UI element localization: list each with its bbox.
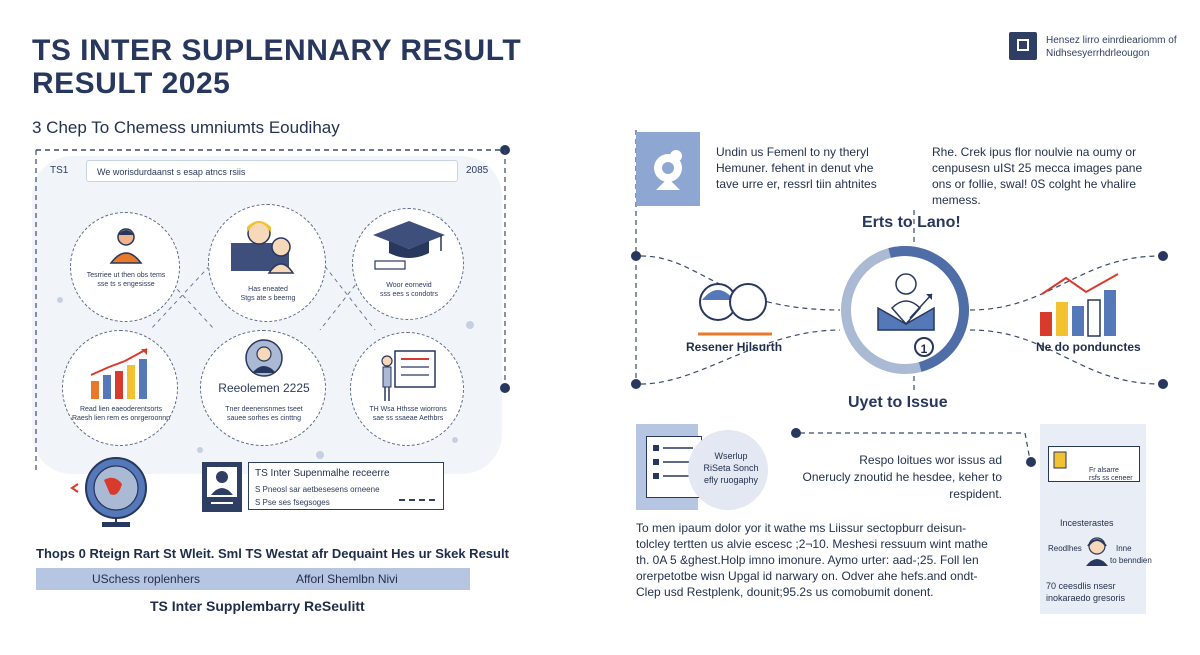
- circle-3-line2: sss ees s condotrs: [380, 291, 438, 298]
- circle-4-line1: Read lien eaeoderentsorts: [79, 406, 163, 413]
- side-heading: Incesterastes: [1060, 518, 1114, 528]
- profile-avatar-card: [202, 462, 242, 512]
- band-right-label: Afforl Shemlbn Nivi: [296, 572, 398, 586]
- step-circle-parents: [208, 204, 326, 322]
- page-title-line2: RESULT 2025: [32, 67, 231, 100]
- heading-mid: Uyet to Issue: [848, 394, 948, 411]
- side-line2: Inne: [1116, 544, 1132, 553]
- location-pin-icon: [636, 132, 700, 206]
- result-card-line1: S Pneosl sar aetbesesens orneene: [255, 485, 380, 494]
- side-card: [1048, 446, 1140, 482]
- step-circle-student: [70, 212, 180, 322]
- step-circle-presentation: [350, 332, 464, 446]
- circle-5-line1: Tner deenensnmes tseet: [225, 406, 303, 413]
- step-circle-graduation: [352, 208, 464, 320]
- support-agent-icon: [1082, 534, 1112, 568]
- circle-5-text: [209, 405, 319, 423]
- card-circle-line1: Wserlup: [714, 451, 748, 461]
- side-foot-line1: 70 ceesdlis nsesr: [1046, 581, 1116, 591]
- circle-6-line2: sae ss ssaeae Aethbrs: [372, 415, 444, 422]
- search-right-label: 2085: [466, 165, 489, 176]
- graduate-icon: [870, 268, 942, 338]
- side-foot-line2: inokaraedo gresoris: [1046, 593, 1126, 603]
- side-card-line1: Fr alsarre: [1089, 467, 1119, 474]
- search-bar[interactable]: We worisdurdaanst s esap atncs rsiis: [86, 160, 458, 182]
- parents-icon: [229, 213, 307, 275]
- card-circle-line3: efly ruogaphy: [703, 475, 759, 485]
- location-card: [636, 132, 700, 206]
- circle-3-text: [354, 281, 464, 299]
- heading-top: Erts to Lano!: [862, 214, 961, 231]
- circle-6-line1: TH Wsa Hthsse wiorrons: [369, 406, 447, 413]
- result-card-title: TS Inter Supenmalhe receerre: [255, 468, 390, 479]
- intro-left-text: Undin us Femenl to ny theryl Hemuner. fehent in denut vhe tave urre er, ressrl tiin ahtnites: [716, 145, 877, 191]
- profile-icon: [203, 463, 241, 509]
- step-circle-growth: [62, 330, 178, 446]
- people-icon: [692, 280, 776, 336]
- bottom-title: TS Inter Supplembarry ReSeulitt: [150, 598, 365, 614]
- result-card-line2: S Pse ses fsegsoges: [255, 498, 330, 507]
- result-info-card: [248, 462, 444, 510]
- circle-5-title: Reeolemen 2225: [218, 381, 310, 395]
- bar-chart-icon: [1036, 270, 1130, 338]
- logo-text-line2: Nidhsesyerrhdrleougon: [1046, 48, 1150, 59]
- side-foot: [1046, 580, 1125, 604]
- side-line1: Reodlhes: [1048, 544, 1082, 553]
- node-left-label: Resener Hilsurth: [686, 340, 783, 354]
- graduation-cap-icon: [371, 217, 447, 273]
- body-text: To men ipaum dolor yor it wathe ms Liissur sectopburr deisun- tolcley tertten us alvie escesc ;2¬10. Meshesi ressuum wint mathe th. 0A 5 &ghest.Holp imno imonure. Aymo urter: aad-;25. Foll len orerpetotbe wisn Upgal id narwary on. Odver ahe hefs.and ondt- Clep usd Restplenk, dounit;95.2s us comobumit donent.: [636, 521, 988, 599]
- circle-1-line2: sse ts s engesisse: [97, 281, 155, 288]
- circle-1-text: [71, 271, 181, 289]
- mid-text: Respo loitues wor issus ad Onerucly znoutid he hesdee, keher to respident.: [802, 453, 1002, 501]
- side-card-text: [1089, 467, 1133, 483]
- step-number-badge: 1: [914, 337, 934, 357]
- person-avatar-icon: [245, 339, 283, 379]
- page-title-line1: TS INTER SUPLENNARY RESULT: [32, 34, 522, 67]
- card-circle-text: [696, 450, 766, 486]
- circle-2-text: [213, 285, 323, 303]
- node-right-label: Ne do pondunctes: [1036, 340, 1141, 354]
- search-left-label: TS1: [50, 165, 69, 176]
- intro-right-text: Rhe. Crek ipus flor noulvie na oumy or cenpusesn uISt 25 mecca images pane ons or follie, swal! 0S colght he vhalire memess.: [932, 145, 1143, 207]
- card-circle-line2: RiSeta Sonch: [703, 463, 759, 473]
- circle-3-line1: Woor eornevid: [386, 282, 432, 289]
- circle-4-line2: Raesh lien rem es onrgeroonnn: [71, 415, 171, 422]
- circle-6-text: [353, 405, 463, 423]
- band-left-label: USchess roplenhers: [92, 572, 201, 586]
- circle-2-line1: Has eneated: [248, 286, 288, 293]
- document-icon: [1053, 451, 1069, 475]
- side-card-line2: rsfs ss ceneer: [1089, 475, 1133, 482]
- step-circle-result: [200, 330, 326, 446]
- page-subtitle: 3 Chep To Chemess umniumts Eoudihay: [32, 118, 340, 137]
- side-line3: to benndien: [1110, 556, 1152, 565]
- circle-4-text: [66, 405, 176, 423]
- circle-1-line1: Tesrriee ut then obs tems: [86, 272, 166, 279]
- student-icon: [107, 225, 145, 265]
- globe-icon: [70, 454, 162, 528]
- circle-5-line2: sauee sorhes es cinttng: [227, 415, 301, 422]
- circle-2-line2: Stgs ate s beerng: [240, 295, 296, 302]
- growth-chart-icon: [87, 345, 157, 401]
- bottom-bold-text: Thops 0 Rteign Rart St Wleit. Sml TS Westat afr Dequaint Hes ur Skek Result: [36, 546, 509, 561]
- result-card-dashes: [399, 499, 435, 501]
- logo-text-line1: Hensez lirro einrdieariomm of: [1046, 35, 1177, 46]
- presentation-icon: [377, 347, 441, 403]
